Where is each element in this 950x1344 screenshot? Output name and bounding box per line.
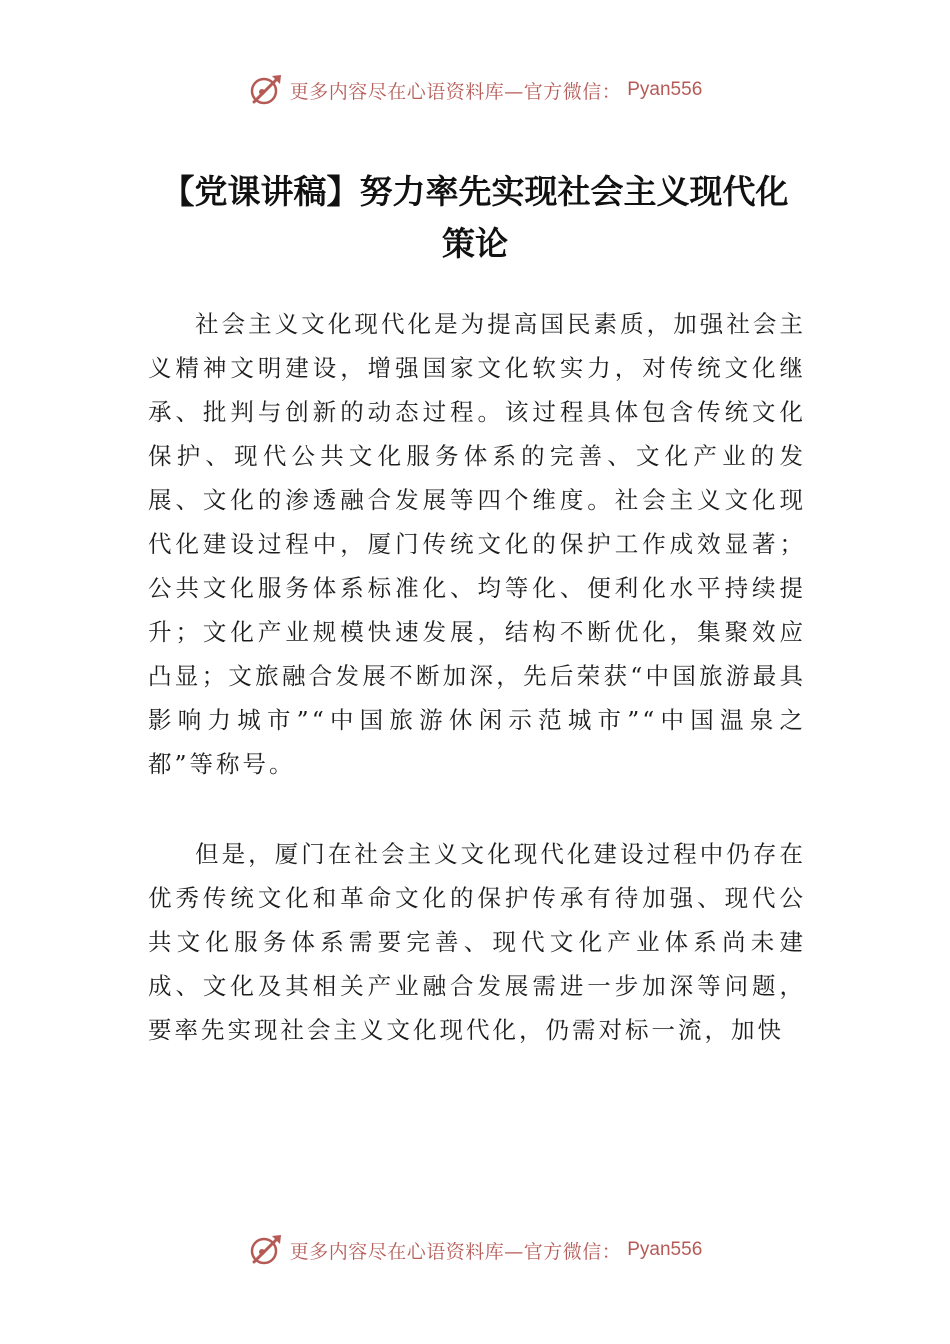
watermark-text: 更多内容尽在心语资料库—官方微信： <box>289 1240 622 1263</box>
pen-logo-icon <box>248 1232 284 1268</box>
body-paragraph-2: 但是，厦门在社会主义文化现代化建设过程中仍存在优秀传统文化和革命文化的保护传承有待加强、现代公共文化服务体系需要完善、现代文化产业体系尚未建成、文化及其相关产业融合发展需进一步加深等问题，要率先实现社会主义文化现代化，仍需对标一流，加快 <box>148 840 806 1044</box>
footer-watermark <box>0 1232 950 1268</box>
page-title <box>0 166 950 270</box>
title-line-2: 策论 <box>442 224 508 263</box>
watermark-wechat-id: Pyan556 <box>627 1239 703 1260</box>
body-paragraph-1: 社会主义文化现代化是为提高国民素质，加强社会主义精神文明建设，增强国家文化软实力，对传统文化继承、批判与创新的动态过程。该过程具体包含传统文化保护、现代公共文化服务体系的完善、文化产业的发展、文化的渗透融合发展等四个维度。社会主义文化现代化建设过程中，厦门传统文化的保护工作成效显著；公共文化服务体系标准化、均等化、便利化水平持续提升；文化产业规模快速发展，结构不断优化，集聚效应凸显；文旅融合发展不断加深，先后荣获“中国旅游最具影响力城市”“中国旅游休闲示范城市”“中国温泉之都”等称号。 <box>148 310 806 778</box>
title-line-1: 【党课讲稿】努力率先实现社会主义现代化 <box>161 172 789 211</box>
watermark-wechat-id: Pyan556 <box>627 79 703 100</box>
watermark-text: 更多内容尽在心语资料库—官方微信： <box>289 80 622 103</box>
header-watermark <box>0 72 950 108</box>
pen-logo-icon <box>248 72 284 108</box>
